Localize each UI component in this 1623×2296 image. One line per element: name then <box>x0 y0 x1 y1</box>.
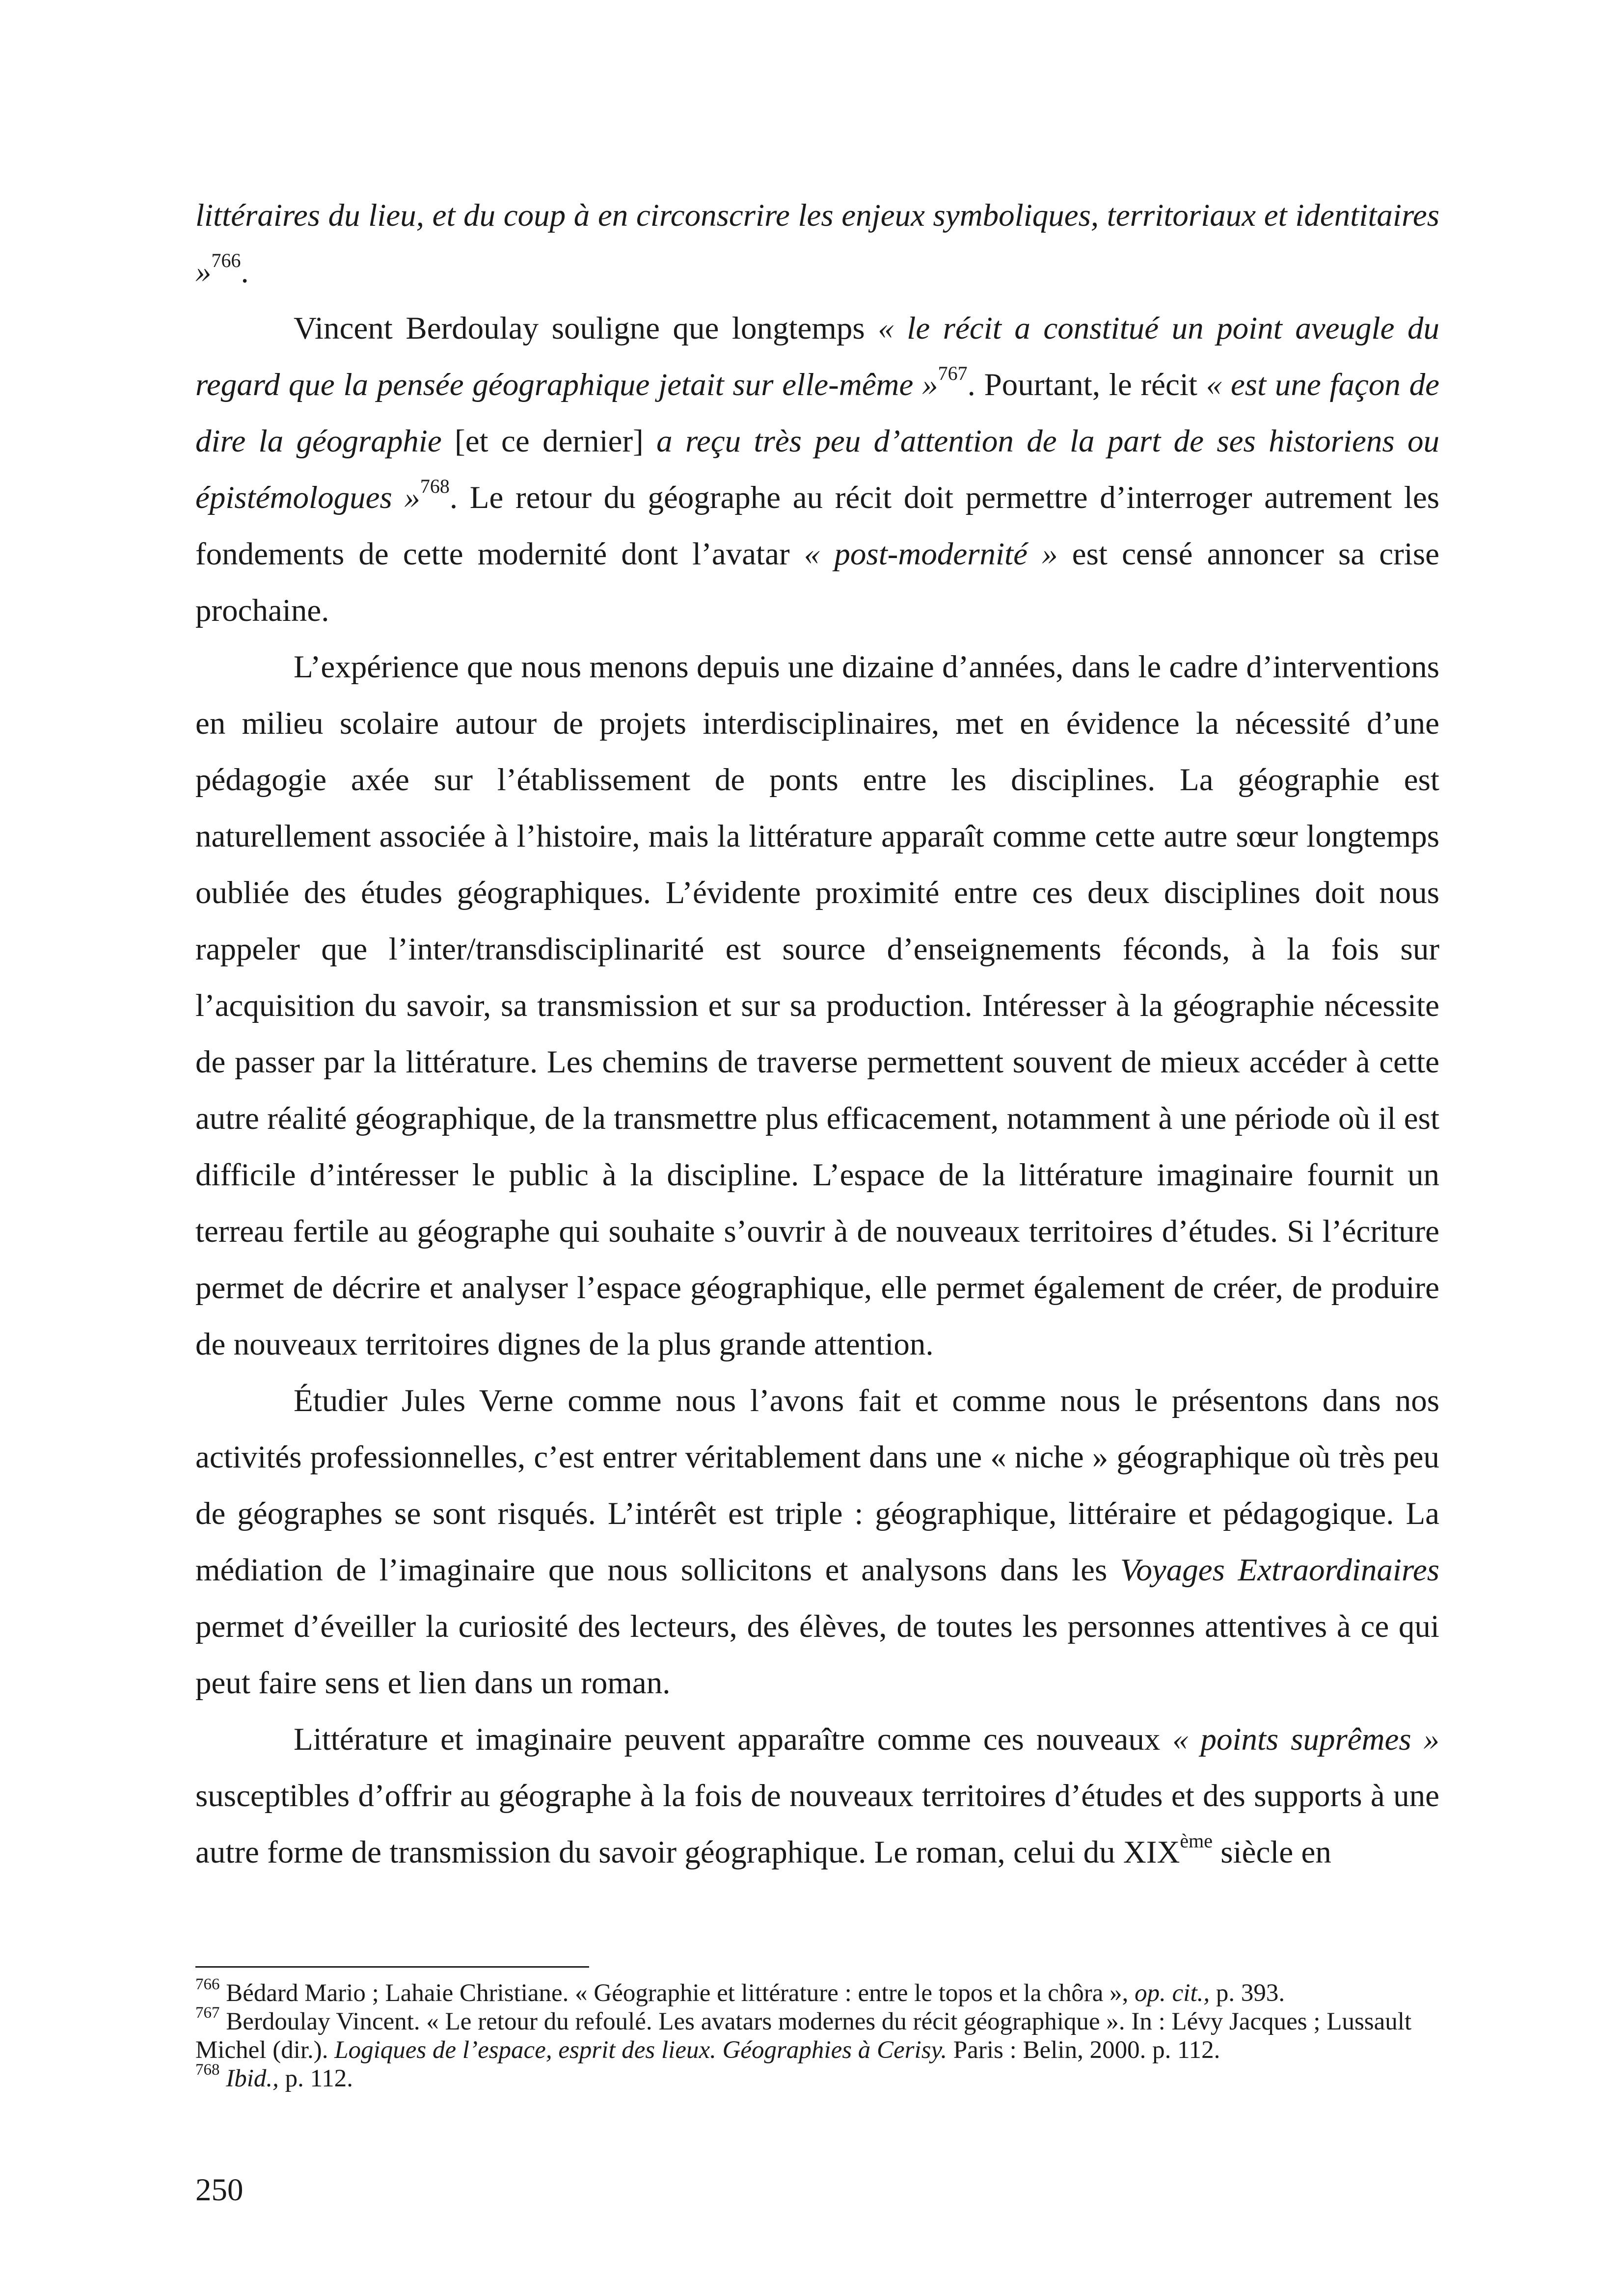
text-run: Berdoulay Vincent. « Le retour du refoulé. Les avatars modernes du récit géographique ». In : Lévy Jacques ; Lussault Michel (dir.). <box>195 2008 1412 2064</box>
page-number: 250 <box>195 2172 243 2208</box>
text-run: . Pourtant, le récit <box>967 367 1206 402</box>
paragraph <box>195 639 1439 1373</box>
text-run: Littérature et imaginaire peuvent apparaître comme ces nouveaux <box>294 1722 1173 1757</box>
italic-text: « le récit a constitué un point aveugle du regard que la pensée géographique jetait sur elle-même » <box>195 311 1439 402</box>
text-run: L’expérience que nous menons depuis une dizaine d’années, dans le cadre d’interventions en milieu scolaire autour de projets interdisciplinaires, met en évidence la nécessité d’une pédagogie axée sur l’établissement de ponts entre les disciplines. La géographie est naturellement associée à l’histoire, mais la littérature apparaît comme cette autre sœur longtemps oubliée des études géographiques. L’évidente proximité entre ces deux disciplines doit nous rappeler que l’inter/transdisciplinarité est source d’enseignements féconds, à la fois sur l’acquisition du savoir, sa transmission et sur sa production. Intéresser à la géographie nécessite de passer par la littérature. Les chemins de traverse permettent souvent de mieux accéder à cette autre réalité géographique, de la transmettre plus efficacement, notamment à une période où il est difficile d’intéresser le public à la discipline. L’espace de la littérature imaginaire fournit un terreau fertile au géographe qui souhaite s’ouvrir à de nouveaux territoires d’études. Si l’écriture permet de décrire et analyser l’espace géographique, elle permet également de créer, de produire de nouveaux territoires dignes de la plus grande attention. <box>195 649 1439 1362</box>
text-run: Paris : Belin, 2000. p. 112. <box>947 2036 1220 2064</box>
paragraph <box>195 187 1439 300</box>
superscript: 767 <box>195 2004 220 2022</box>
text-run: . <box>241 254 249 290</box>
paragraph <box>195 1711 1439 1881</box>
italic-text: Logiques de l’espace, esprit des lieux. Géographies à Cerisy. <box>334 2036 947 2064</box>
text-run: Étudier Jules Verne comme nous l’avons fait et comme nous le présentons dans nos activités professionnelles, c’est entrer véritablement dans une « niche » géographique où très peu de géographes se sont risqués. L’intérêt est triple : géographique, littéraire et pédagogique. La médiation de l’imaginaire que nous sollicitons et analysons dans les <box>195 1383 1439 1588</box>
text-run: siècle en <box>1213 1835 1331 1870</box>
text-run: permet d’éveiller la curiosité des lecteurs, des élèves, de toutes les personnes attentives à ce qui peut faire sens et lien dans un roman. <box>195 1609 1439 1701</box>
superscript: 766 <box>211 249 241 272</box>
italic-text: « points suprêmes » <box>1172 1722 1439 1757</box>
text-run <box>220 2065 226 2092</box>
footnote <box>195 2061 1439 2093</box>
footnotes <box>195 1976 1439 2093</box>
italic-text: a reçu très peu d’attention de la part de ses historiens ou épistémologues » <box>195 424 1439 515</box>
text-run: est censé annoncer sa crise prochaine. <box>195 536 1439 628</box>
paragraph <box>195 300 1439 639</box>
superscript: 768 <box>195 2061 220 2079</box>
text-run: [et ce dernier] <box>441 424 657 459</box>
italic-text: Voyages Extraordinaires <box>1120 1552 1439 1588</box>
italic-text: littéraires du lieu, et du coup à en circonscrire les enjeux symboliques, territoriaux et identitaires » <box>195 198 1439 290</box>
text-run: susceptibles d’offrir au géographe à la fois de nouveaux territoires d’études et des supports à une autre forme de transmission du savoir géographique. Le roman, celui du XIX <box>195 1778 1439 1870</box>
text-run: p. 393. <box>1210 1979 1285 2007</box>
italic-text: op. cit., <box>1135 1979 1210 2007</box>
text-run: Vincent Berdoulay souligne que longtemps <box>294 311 878 346</box>
text-run: p. 112. <box>278 2065 353 2092</box>
footnote <box>195 1976 1439 2007</box>
superscript: 766 <box>195 1976 220 1993</box>
text-run: . Le retour du géographe au récit doit permettre d’interroger autrement les fondements de cette modernité dont l’avatar <box>195 480 1439 572</box>
body-text <box>195 187 1439 1881</box>
paragraph <box>195 1373 1439 1711</box>
superscript: ème <box>1180 1830 1213 1852</box>
italic-text: « post-modernité » <box>804 536 1058 572</box>
superscript: 768 <box>420 475 450 498</box>
footnote-separator <box>195 1966 589 1968</box>
italic-text: Ibid., <box>226 2065 279 2092</box>
superscript: 767 <box>938 362 968 385</box>
footnote <box>195 2004 1439 2064</box>
text-run: Bédard Mario ; Lahaie Christiane. « Géographie et littérature : entre le topos et la chôra », <box>219 1979 1135 2007</box>
italic-text: « est une façon de dire la géographie <box>195 367 1439 459</box>
